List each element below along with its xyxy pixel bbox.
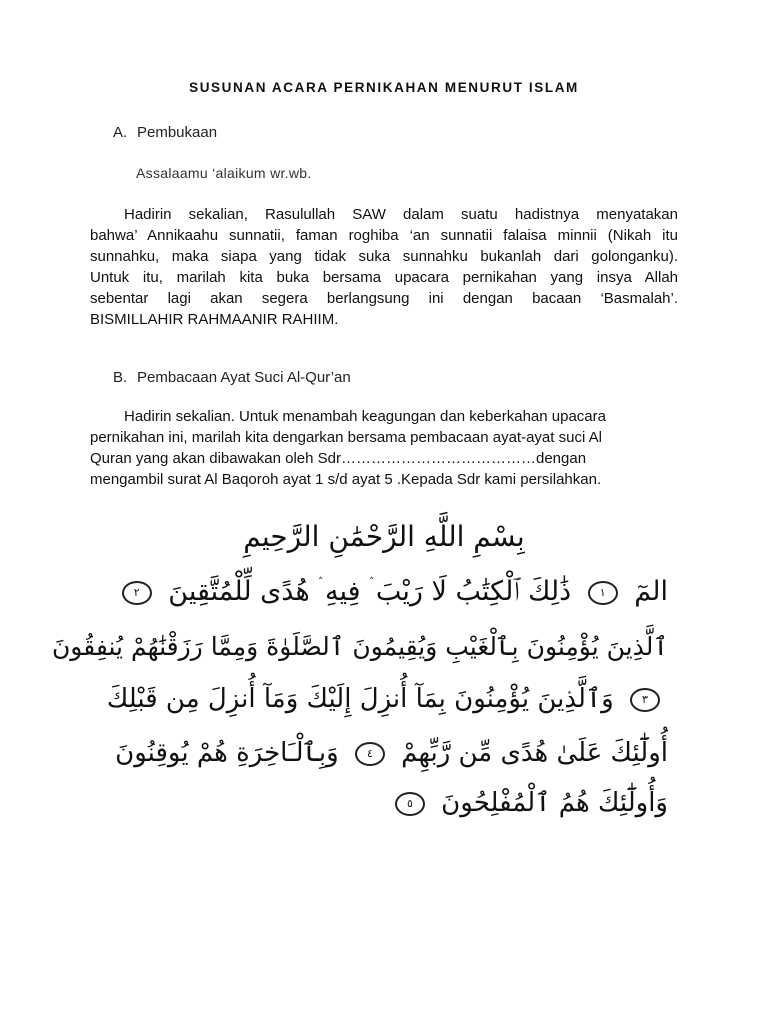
- paragraph-line: Hadirin sekalian, Rasulullah SAW dalam suatu hadistnya menyatakan: [124, 206, 678, 223]
- section-a-marker: A.: [113, 124, 128, 141]
- ayah-number-5-icon: ٥: [395, 792, 425, 816]
- quran-excerpt: [51, 506, 680, 840]
- paragraph-line: pernikahan ini, marilah kita dengarkan bersama pembacaan ayat-ayat suci Al: [90, 429, 602, 446]
- section-a-title: Pembukaan: [137, 124, 218, 141]
- paragraph-line: Untuk itu, marilah kita buka bersama upacara pernikahan yang insya Allah: [90, 269, 678, 286]
- ayah-number-2-icon: ٢: [122, 581, 152, 605]
- ayah-line-1: المٓ ١ ذَٰلِكَ ٱلْكِتَٰبُ لَا رَيْبَ ۛ فِيهِ ۛ هُدًى لِّلْمُتَّقِينَ ٢: [100, 576, 668, 608]
- section-b-heading: [113, 369, 351, 386]
- paragraph-line: Hadirin sekalian. Untuk menambah keagungan dan keberkahan upacara: [124, 408, 606, 425]
- section-b-marker: B.: [113, 369, 128, 386]
- ayah-number-4-icon: ٤: [355, 742, 385, 766]
- greeting-text: Assalaamu ‘alaikum wr.wb.: [136, 165, 312, 181]
- paragraph-line: bahwa’ Annikaahu sunnatii, faman roghiba ‘an sunnatii falaisa minnii (Nikah itu: [90, 227, 678, 244]
- basmalah-line: بِسْمِ اللَّهِ الرَّحْمَٰنِ الرَّحِيمِ: [243, 520, 525, 553]
- section-a-heading: [113, 124, 217, 141]
- section-b-paragraph: [90, 406, 650, 490]
- section-a-paragraph: [90, 204, 678, 330]
- paragraph-line: sunnahku, maka siapa yang tidak suka sunnahku bukanlah dari golonganku).: [90, 248, 678, 265]
- paragraph-line: BISMILLAHIR RAHMAANIR RAHIIM.: [90, 311, 339, 328]
- ayah-line-3: ٣ وَٱلَّذِينَ يُؤْمِنُونَ بِمَآ أُنزِلَ إِلَيْكَ وَمَآ أُنزِلَ مِن قَبْلِكَ: [100, 684, 668, 714]
- document-title: SUSUNAN ACARA PERNIKAHAN MENURUT ISLAM: [189, 80, 579, 95]
- paragraph-line: Quran yang akan dibawakan oleh Sdr…………………………………dengan: [90, 450, 587, 467]
- ayah-line-5: وَأُولَٰٓئِكَ هُمُ ٱلْمُفْلِحُونَ ٥: [100, 788, 668, 818]
- ayah-line-4: أُولَٰٓئِكَ عَلَىٰ هُدًى مِّن رَّبِّهِمْ ٤ وَبِٱلْـَاخِرَةِ هُمْ يُوقِنُونَ: [115, 738, 668, 768]
- paragraph-line: sebentar lagi akan segera berlangsung ini dengan bacaan ‘Basmalah’.: [90, 290, 678, 307]
- ayah-line-2: ٱلَّذِينَ يُؤْمِنُونَ بِٱلْغَيْبِ وَيُقِيمُونَ ٱلصَّلَوٰةَ وَمِمَّا رَزَقْنَٰهُمْ يُنفِقُونَ: [51, 632, 668, 661]
- ayah-number-1-icon: ١: [588, 581, 618, 605]
- paragraph-line: mengambil surat Al Baqoroh ayat 1 s/d ayat 5 .Kepada Sdr kami persilahkan.: [90, 471, 602, 488]
- section-b-title: Pembacaan Ayat Suci Al-Qur’an: [137, 369, 351, 386]
- ayah-number-3-icon: ٣: [630, 688, 660, 712]
